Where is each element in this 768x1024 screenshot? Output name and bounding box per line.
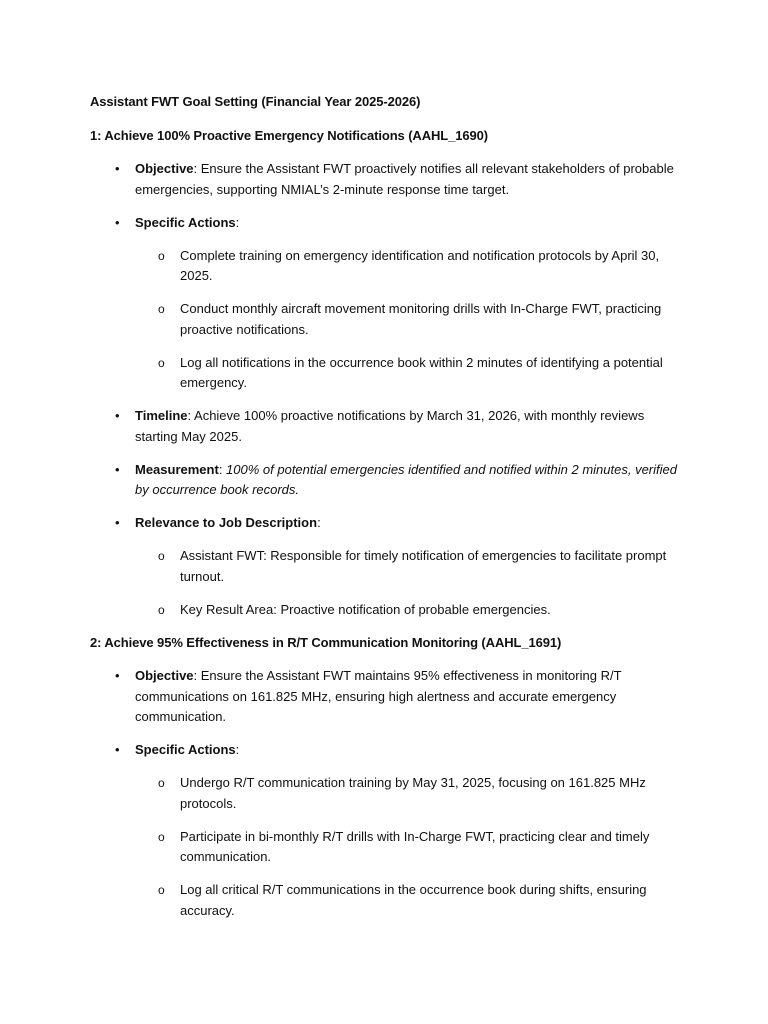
relevance-label: Relevance to Job Description — [135, 515, 318, 530]
action-text: Log all critical R/T communications in the occurrence book during shifts, ensuring accuracy. — [180, 882, 647, 918]
action-text: Complete training on emergency identification and notification protocols by April 30, 2025. — [180, 247, 660, 283]
specific-actions-label: Specific Actions — [135, 214, 236, 230]
specific-actions-item — [90, 213, 680, 394]
measurement-label: Measurement — [135, 461, 219, 477]
specific-actions-suffix: : — [235, 214, 240, 230]
sub-bullet-icon: o — [158, 602, 165, 617]
objective-text: : Ensure the Assistant FWT proactively notifies all relevant stakeholders of probable emergencies, supporting NMIAL’s 2-minute response time target. — [135, 161, 674, 197]
action-item — [135, 353, 680, 394]
bullet-icon: • — [115, 742, 120, 757]
relevance-text: Key Result Area: Proactive notification of probable emergencies. — [180, 601, 551, 617]
objective-text-block — [135, 666, 680, 728]
measurement-text: 100% of potential emergencies identified and notified within 2 minutes, verified by occurrence book records. — [135, 461, 677, 497]
action-item — [135, 773, 680, 814]
sub-bullet-icon: o — [158, 355, 165, 370]
bullet-icon: • — [115, 161, 120, 176]
specific-actions-item — [90, 740, 680, 921]
relevance-text: Assistant FWT: Responsible for timely notification of emergencies to facilitate prompt turnout. — [180, 548, 667, 584]
goal-section-2 — [90, 633, 680, 922]
action-item — [135, 299, 680, 340]
document-page — [90, 92, 680, 934]
document-title: Assistant FWT Goal Setting (Financial Year 2025-2026) — [90, 94, 421, 109]
timeline-label: Timeline — [135, 408, 188, 423]
goal-section-1 — [90, 126, 680, 621]
objective-label: Objective — [135, 161, 194, 176]
specific-actions-suffix: : — [235, 742, 240, 757]
specific-actions-text-block — [135, 213, 680, 234]
objective-item — [90, 666, 680, 728]
relevance-sub-item — [135, 546, 680, 587]
sub-bullet-icon: o — [158, 248, 165, 263]
timeline-text: : Achieve 100% proactive notifications by March 31, 2026, with monthly reviews starting May 2025. — [135, 408, 645, 444]
sub-bullet-icon: o — [158, 302, 165, 316]
action-text: Undergo R/T communication training by May 31, 2025, focusing on 161.825 MHz protocols. — [180, 775, 646, 811]
action-text: Log all notifications in the occurrence book within 2 minutes of identifying a potential emergency. — [180, 354, 663, 390]
goal-heading: 1: Achieve 100% Proactive Emergency Notifications (AAHL_1690) — [90, 127, 489, 143]
bullet-icon: • — [115, 515, 120, 530]
measurement-text-block — [135, 460, 680, 501]
relevance-text-block — [135, 513, 680, 534]
objective-label: Objective — [135, 668, 194, 683]
bullet-icon: • — [115, 408, 120, 423]
objective-item — [90, 159, 680, 200]
relevance-list — [135, 546, 680, 620]
specific-actions-list — [135, 773, 680, 921]
sub-bullet-icon: o — [158, 549, 165, 563]
measurement-sep: : — [218, 461, 227, 477]
objective-text: : Ensure the Assistant FWT maintains 95% effectiveness in monitoring R/T communications on 161.825 MHz, ensuring high alertness and accurate emergency communication. — [135, 668, 622, 724]
specific-actions-label: Specific Actions — [135, 742, 236, 757]
objective-text-block — [135, 159, 680, 200]
relevance-item — [90, 513, 680, 620]
action-item — [135, 246, 680, 287]
sub-bullet-icon: o — [158, 829, 165, 844]
relevance-suffix: : — [317, 515, 321, 530]
specific-actions-list — [135, 246, 680, 394]
specific-actions-text-block — [135, 740, 680, 761]
action-text: Participate in bi-monthly R/T drills with In-Charge FWT, practicing clear and timely communication. — [180, 828, 650, 864]
relevance-sub-item — [135, 600, 680, 621]
timeline-text-block — [135, 406, 680, 447]
sub-bullet-icon: o — [158, 883, 165, 897]
goal-heading: 2: Achieve 95% Effectiveness in R/T Communication Monitoring (AAHL_1691) — [90, 634, 562, 650]
sub-bullet-icon: o — [158, 776, 165, 790]
measurement-item — [90, 460, 680, 501]
timeline-item — [90, 406, 680, 447]
bullet-icon: • — [115, 461, 120, 477]
action-text: Conduct monthly aircraft movement monitoring drills with In-Charge FWT, practicing proactive notifications. — [180, 301, 662, 337]
bullet-icon: • — [115, 214, 120, 230]
bullet-icon: • — [115, 668, 120, 683]
action-item — [135, 880, 680, 921]
action-item — [135, 827, 680, 868]
